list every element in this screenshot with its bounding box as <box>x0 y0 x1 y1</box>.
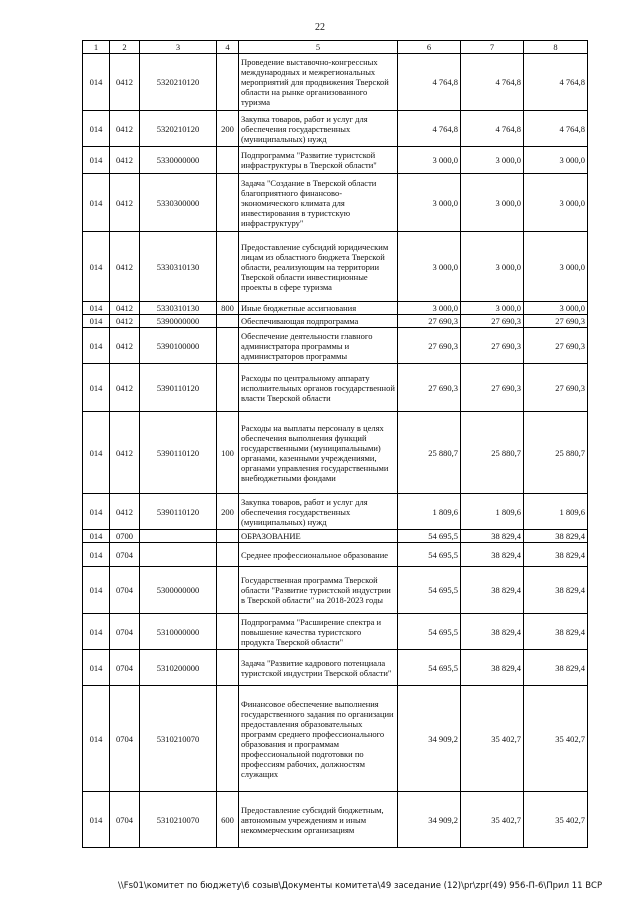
section-code: 0412 <box>110 54 140 111</box>
description: Среднее профессиональное образование <box>239 543 398 567</box>
ministry-code: 014 <box>83 530 110 543</box>
value-col6: 3 000,0 <box>398 174 461 232</box>
ministry-code: 014 <box>83 174 110 232</box>
value-col8: 38 829,4 <box>524 567 588 614</box>
table-row <box>83 111 588 147</box>
table-row <box>83 315 588 328</box>
ministry-code: 014 <box>83 315 110 328</box>
ministry-code: 014 <box>83 686 110 792</box>
value-col8: 3 000,0 <box>524 174 588 232</box>
value-col7: 3 000,0 <box>461 232 524 302</box>
expense-type <box>217 543 239 567</box>
section-code: 0412 <box>110 232 140 302</box>
header-cell: 3 <box>140 41 217 54</box>
value-col8: 27 690,3 <box>524 315 588 328</box>
target-article: 5300000000 <box>140 567 217 614</box>
table-row <box>83 494 588 530</box>
header-cell: 2 <box>110 41 140 54</box>
value-col7: 4 764,8 <box>461 111 524 147</box>
value-col6: 1 809,6 <box>398 494 461 530</box>
table-row <box>83 54 588 111</box>
description: Обеспечивающая подпрограмма <box>239 315 398 328</box>
value-col8: 1 809,6 <box>524 494 588 530</box>
section-code: 0700 <box>110 530 140 543</box>
header-cell: 6 <box>398 41 461 54</box>
value-col7: 38 829,4 <box>461 543 524 567</box>
ministry-code: 014 <box>83 543 110 567</box>
target-article: 5310000000 <box>140 614 217 650</box>
value-col8: 25 880,7 <box>524 412 588 494</box>
target-article: 5330300000 <box>140 174 217 232</box>
expense-type <box>217 530 239 543</box>
value-col8: 27 690,3 <box>524 364 588 412</box>
header-cell: 5 <box>239 41 398 54</box>
value-col6: 3 000,0 <box>398 232 461 302</box>
value-col7: 3 000,0 <box>461 147 524 174</box>
target-article <box>140 530 217 543</box>
page-number: 22 <box>315 22 325 33</box>
expense-type: 200 <box>217 111 239 147</box>
target-article: 5330310130 <box>140 232 217 302</box>
expense-type <box>217 328 239 364</box>
description: Государственная программа Тверской области "Развитие туристской индустрии в Тверской области" на 2018-2023 годы <box>239 567 398 614</box>
ministry-code: 014 <box>83 111 110 147</box>
section-code: 0704 <box>110 792 140 848</box>
expense-type: 100 <box>217 412 239 494</box>
value-col6: 27 690,3 <box>398 364 461 412</box>
value-col6: 3 000,0 <box>398 302 461 315</box>
header-cell: 1 <box>83 41 110 54</box>
ministry-code: 014 <box>83 494 110 530</box>
value-col7: 35 402,7 <box>461 686 524 792</box>
description: Закупка товаров, работ и услуг для обеспечения государственных (муниципальных) нужд <box>239 111 398 147</box>
value-col8: 3 000,0 <box>524 232 588 302</box>
table-row <box>83 232 588 302</box>
header-cell: 8 <box>524 41 588 54</box>
description: Задача "Развитие кадрового потенциала туристской индустрии Тверской области" <box>239 650 398 686</box>
expense-type: 600 <box>217 792 239 848</box>
budget-table <box>82 40 588 848</box>
value-col7: 3 000,0 <box>461 174 524 232</box>
section-code: 0412 <box>110 328 140 364</box>
section-code: 0704 <box>110 543 140 567</box>
target-article: 5320210120 <box>140 54 217 111</box>
section-code: 0412 <box>110 147 140 174</box>
value-col6: 54 695,5 <box>398 567 461 614</box>
section-code: 0704 <box>110 686 140 792</box>
section-code: 0412 <box>110 494 140 530</box>
target-article: 5390110120 <box>140 364 217 412</box>
table-row <box>83 530 588 543</box>
target-article: 5390110120 <box>140 494 217 530</box>
target-article: 5320210120 <box>140 111 217 147</box>
value-col8: 35 402,7 <box>524 686 588 792</box>
ministry-code: 014 <box>83 302 110 315</box>
target-article: 5390110120 <box>140 412 217 494</box>
value-col6: 54 695,5 <box>398 614 461 650</box>
value-col8: 38 829,4 <box>524 530 588 543</box>
ministry-code: 014 <box>83 328 110 364</box>
ministry-code: 014 <box>83 650 110 686</box>
description: Подпрограмма "Развитие туристской инфраструктуры в Тверской области" <box>239 147 398 174</box>
table-row <box>83 147 588 174</box>
value-col8: 38 829,4 <box>524 614 588 650</box>
section-code: 0412 <box>110 111 140 147</box>
description: Расходы по центральному аппарату исполнительных органов государственной власти Тверской области <box>239 364 398 412</box>
expense-type <box>217 650 239 686</box>
value-col6: 54 695,5 <box>398 650 461 686</box>
header-cell: 7 <box>461 41 524 54</box>
value-col8: 3 000,0 <box>524 147 588 174</box>
section-code: 0412 <box>110 174 140 232</box>
table-row <box>83 650 588 686</box>
description: Предоставление субсидий юридическим лицам из областного бюджета Тверской области, реализующим на территории Тверской области инвестиционные проекты в сфере туризма <box>239 232 398 302</box>
value-col8: 38 829,4 <box>524 543 588 567</box>
section-code: 0412 <box>110 315 140 328</box>
description: Подпрограмма "Расширение спектра и повышение качества туристского продукта Тверской области" <box>239 614 398 650</box>
value-col6: 34 909,2 <box>398 792 461 848</box>
value-col7: 38 829,4 <box>461 567 524 614</box>
footer-file-path: \\Fs01\комитет по бюджету\6 созыв\Документы комитета\49 заседание (12)\pr\zpr(49) 956-П-6\Прил 11 ВСР <box>118 881 603 891</box>
target-article: 5310210070 <box>140 686 217 792</box>
ministry-code: 014 <box>83 54 110 111</box>
expense-type <box>217 315 239 328</box>
value-col7: 38 829,4 <box>461 614 524 650</box>
value-col6: 4 764,8 <box>398 54 461 111</box>
target-article: 5330000000 <box>140 147 217 174</box>
value-col8: 27 690,3 <box>524 328 588 364</box>
value-col6: 27 690,3 <box>398 315 461 328</box>
description: Предоставление субсидий бюджетным, автономным учреждениям и иным некоммерческим организациям <box>239 792 398 848</box>
ministry-code: 014 <box>83 147 110 174</box>
description: ОБРАЗОВАНИЕ <box>239 530 398 543</box>
value-col6: 3 000,0 <box>398 147 461 174</box>
value-col7: 27 690,3 <box>461 328 524 364</box>
description: Обеспечение деятельности главного администратора программы и администраторов программы <box>239 328 398 364</box>
expense-type <box>217 686 239 792</box>
value-col7: 27 690,3 <box>461 315 524 328</box>
section-code: 0412 <box>110 412 140 494</box>
value-col8: 3 000,0 <box>524 302 588 315</box>
expense-type <box>217 364 239 412</box>
target-article: 5390100000 <box>140 328 217 364</box>
value-col7: 27 690,3 <box>461 364 524 412</box>
expense-type <box>217 232 239 302</box>
value-col7: 1 809,6 <box>461 494 524 530</box>
expense-type <box>217 567 239 614</box>
table-row <box>83 302 588 315</box>
value-col6: 34 909,2 <box>398 686 461 792</box>
value-col7: 38 829,4 <box>461 650 524 686</box>
expense-type: 200 <box>217 494 239 530</box>
table-row <box>83 567 588 614</box>
value-col6: 54 695,5 <box>398 543 461 567</box>
expense-type <box>217 54 239 111</box>
value-col6: 4 764,8 <box>398 111 461 147</box>
value-col6: 27 690,3 <box>398 328 461 364</box>
expense-type <box>217 147 239 174</box>
section-code: 0412 <box>110 302 140 315</box>
header-cell: 4 <box>217 41 239 54</box>
ministry-code: 014 <box>83 567 110 614</box>
target-article: 5330310130 <box>140 302 217 315</box>
section-code: 0412 <box>110 364 140 412</box>
value-col8: 4 764,8 <box>524 111 588 147</box>
value-col8: 38 829,4 <box>524 650 588 686</box>
description: Финансовое обеспечение выполнения государственного задания по организации предоставления образовательных программ среднего профессионального образования и программам профессиональной подготовки по профессиям рабочих, должностям служащих <box>239 686 398 792</box>
value-col7: 35 402,7 <box>461 792 524 848</box>
description: Проведение выставочно-конгрессных международных и межрегиональных мероприятий для продвижения Тверской области на рынке организованного туризма <box>239 54 398 111</box>
table-row <box>83 686 588 792</box>
table-row <box>83 328 588 364</box>
target-article: 5390000000 <box>140 315 217 328</box>
value-col7: 25 880,7 <box>461 412 524 494</box>
target-article: 5310200000 <box>140 650 217 686</box>
expense-type: 800 <box>217 302 239 315</box>
table-row <box>83 364 588 412</box>
value-col7: 38 829,4 <box>461 530 524 543</box>
ministry-code: 014 <box>83 232 110 302</box>
description: Задача "Создание в Тверской области благоприятного финансово-экономического климата для инвестирования в туристскую инфраструктуру" <box>239 174 398 232</box>
section-code: 0704 <box>110 614 140 650</box>
section-code: 0704 <box>110 650 140 686</box>
header-row <box>83 41 588 54</box>
value-col7: 4 764,8 <box>461 54 524 111</box>
ministry-code: 014 <box>83 364 110 412</box>
description: Расходы на выплаты персоналу в целях обеспечения выполнения функций государственными (муниципальными) органами, казенными учреждениями, органами управления государственными внебюджетными фондами <box>239 412 398 494</box>
value-col6: 25 880,7 <box>398 412 461 494</box>
value-col7: 3 000,0 <box>461 302 524 315</box>
target-article: 5310210070 <box>140 792 217 848</box>
expense-type <box>217 174 239 232</box>
ministry-code: 014 <box>83 412 110 494</box>
description: Закупка товаров, работ и услуг для обеспечения государственных (муниципальных) нужд <box>239 494 398 530</box>
table-row <box>83 174 588 232</box>
description: Иные бюджетные ассигнования <box>239 302 398 315</box>
target-article <box>140 543 217 567</box>
value-col6: 54 695,5 <box>398 530 461 543</box>
table-row <box>83 412 588 494</box>
value-col8: 4 764,8 <box>524 54 588 111</box>
value-col8: 35 402,7 <box>524 792 588 848</box>
table-row <box>83 614 588 650</box>
expense-type <box>217 614 239 650</box>
ministry-code: 014 <box>83 792 110 848</box>
table-row <box>83 543 588 567</box>
ministry-code: 014 <box>83 614 110 650</box>
section-code: 0704 <box>110 567 140 614</box>
table-row <box>83 792 588 848</box>
